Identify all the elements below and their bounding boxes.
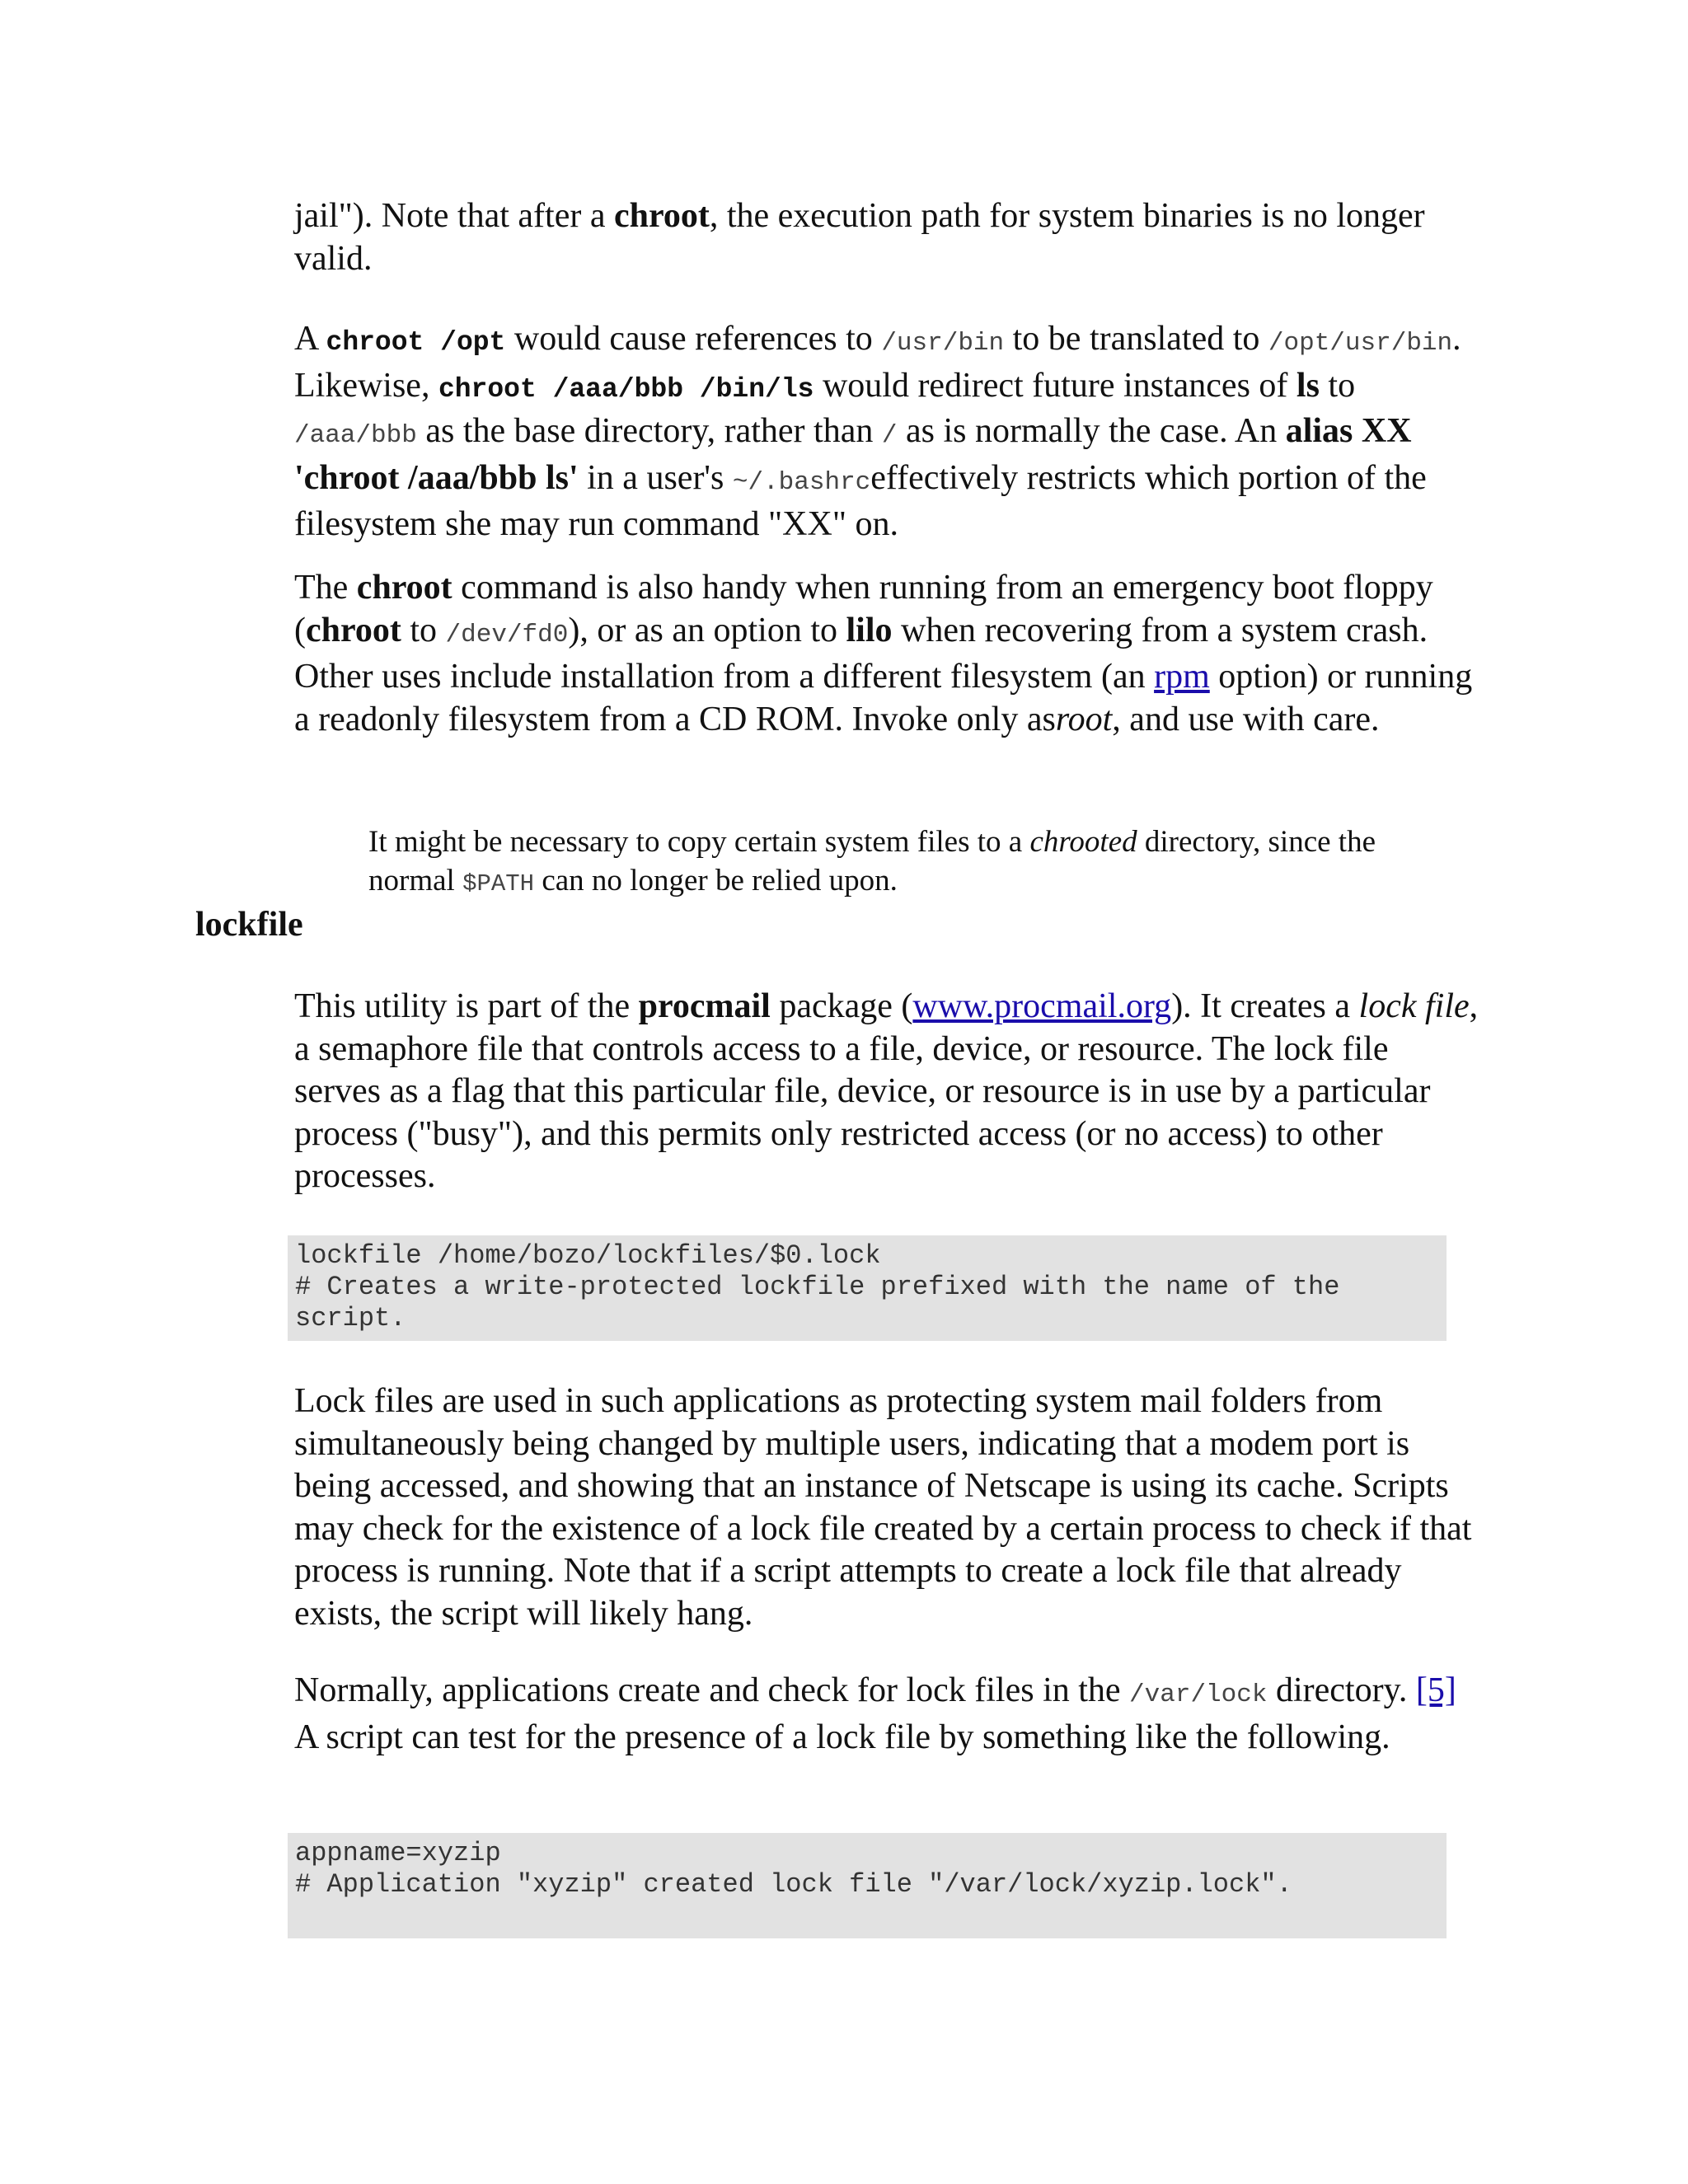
paragraph-chroot-examples: A chroot /opt would cause references to /usr/bin to be translated to /opt/usr/bin. Likewise, chroot /aaa/bbb /bin/ls would redirect future instances of ls to /aaa/bbb as the base directory, rather than / as is normally the case. An alias XX 'chroot /aaa/bbb ls' in a user's ~/.bashrceffectively restricts which portion of the filesystem she may run command "XX" on. [294, 320, 1461, 543]
procmail-link[interactable]: www.procmail.org [912, 987, 1172, 1025]
code-line: # Application "xyzip" created lock file "/var/lock/xyzip.lock". [295, 1869, 1292, 1900]
paragraph-lockfile-location: Normally, applications create and check for lock files in the /var/lock directory. [5] A script can test for the presence of a lock file by something like the following. [294, 1671, 1456, 1756]
paragraph-lockfile-usage: Lock files are used in such applications as protecting system mail folders from simultaneously being changed by multiple users, indicating that a modem port is being accessed, and showing that an instance of Netscape is using its cache. Scripts may check for the existence of a lock file created by a certain process to check if that process is running. Note that if a script attempts to create a lock file that already exists, the script will likely hang. [294, 1382, 1472, 1633]
code-block-lockfile [288, 1235, 1447, 1341]
rpm-link[interactable]: rpm [1154, 658, 1210, 696]
code-line: # Creates a write-protected lockfile prefixed with the name of the [295, 1272, 1340, 1302]
paragraph-chroot-path: jail"). Note that after a chroot, the execution path for system binaries is no longer valid. [294, 197, 1425, 278]
section-heading-lockfile: lockfile [195, 906, 303, 944]
paragraph-lockfile-intro: This utility is part of the procmail package (www.procmail.org). It creates a lock file, a semaphore file that controls access to a file, device, or resource. The lock file serves as a flag that this particular file, device, or resource is in use by a particular process ("busy"), and this permits only restricted access (or no access) to other processes. [294, 987, 1479, 1195]
code-line: script. [295, 1303, 406, 1333]
footnote-link[interactable]: [5] [1415, 1671, 1456, 1709]
paragraph-chroot-uses: The chroot command is also handy when running from an emergency boot floppy (chroot to /dev/fd0), or as an option to lilo when recovering from a system crash. Other uses include installation from a different filesystem (an rpm option) or running a readonly filesystem from a CD ROM. Invoke only asroot, and use with care. [294, 569, 1473, 738]
note-text: It might be necessary to copy certain system files to a chrooted directory, since the normal $PATH can no longer be relied upon. [368, 825, 1376, 898]
code-line: appname=xyzip [295, 1838, 501, 1868]
code-line: lockfile /home/bozo/lockfiles/$0.lock [295, 1240, 881, 1271]
code-block-appname [288, 1833, 1447, 1938]
